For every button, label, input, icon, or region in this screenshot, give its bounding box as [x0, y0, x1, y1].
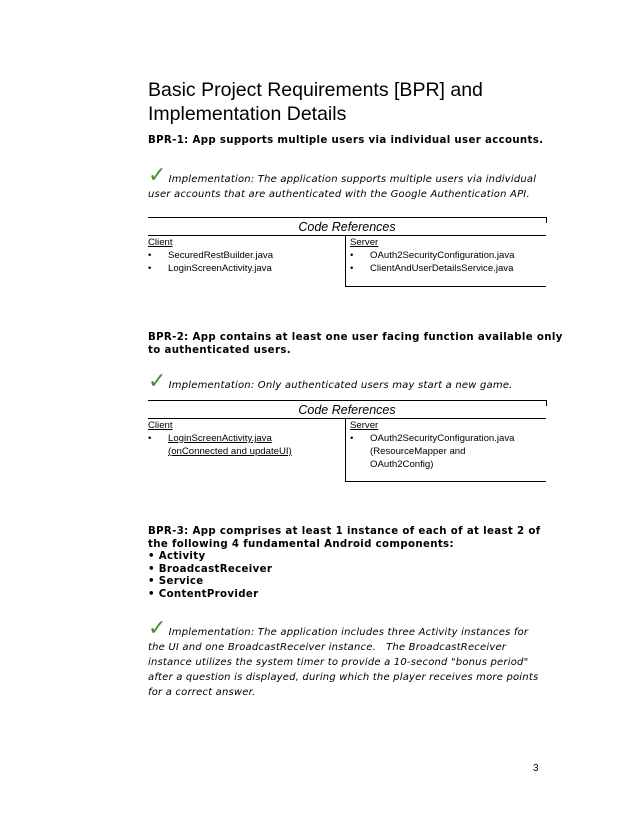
list-item: • LoginScreenActivity.java	[148, 263, 272, 274]
list-item-note: (onConnected and updateUI)	[168, 446, 292, 457]
bpr2-refs-heading: Code References	[298, 403, 396, 417]
component-item: • BroadcastReceiver	[148, 563, 273, 575]
bpr2-implementation	[148, 369, 513, 394]
checkmark-icon: ✓	[148, 369, 167, 394]
bpr3-implementation	[148, 616, 539, 700]
component-item: • Activity	[148, 551, 206, 563]
title-line-2: Implementation Details	[148, 103, 347, 125]
list-item: • LoginScreenActivity.java	[148, 433, 272, 444]
bpr1-impl-line-1: Implementation: The application supports multiple users via individual	[168, 174, 537, 185]
bpr3-requirement-line-1: BPR-3: App comprises at least 1 instance of each of at least 2 of	[148, 526, 541, 537]
bpr2-column-divider	[345, 419, 346, 482]
bpr2-refs-bottom-rule	[345, 481, 546, 482]
title-line-1: Basic Project Requirements [BPR] and	[148, 79, 483, 101]
bpr1-implementation	[148, 163, 537, 202]
list-item-note: OAuth2Config)	[370, 459, 434, 470]
bpr3-impl-line-5: for a correct answer.	[148, 687, 256, 698]
list-item: • OAuth2SecurityConfiguration.java	[350, 433, 515, 444]
bpr1-server-header: Server	[350, 237, 379, 248]
checkmark-icon: ✓	[148, 163, 167, 188]
bpr2-impl-line-1: Implementation: Only authenticated users may start a new game.	[168, 380, 513, 391]
bpr2-requirement-line-1: BPR-2: App contains at least one user facing function available only	[148, 332, 563, 343]
bpr3-impl-line-1: Implementation: The application includes three Activity instances for	[168, 627, 529, 638]
bpr3-impl-line-3: instance utilizes the system timer to provide a 10-second "bonus period"	[148, 657, 529, 668]
bpr1-client-column	[148, 236, 343, 275]
list-item: • OAuth2SecurityConfiguration.java	[350, 250, 515, 261]
component-item: • ContentProvider	[148, 588, 259, 600]
list-item: • ClientAndUserDetailsService.java	[350, 263, 514, 274]
page-number: 3	[533, 763, 539, 774]
bpr1-client-header: Client	[148, 237, 173, 248]
bpr1-requirement: BPR-1: App supports multiple users via individual user accounts.	[148, 135, 544, 146]
bpr1-refs-top-rule	[148, 217, 546, 218]
bpr3-impl-line-4: after a question is displayed, during which the player receives more points	[148, 672, 539, 683]
bpr2-server-header: Server	[350, 420, 379, 431]
bpr1-refs-heading: Code References	[298, 220, 396, 234]
bpr1-impl-line-2: user accounts that are authenticated with the Google Authentication API.	[148, 189, 530, 200]
bpr2-client-header: Client	[148, 420, 173, 431]
bpr2-refs-top-rule	[148, 400, 546, 401]
bpr3-requirement-line-2: the following 4 fundamental Android components:	[148, 538, 454, 550]
bpr3-requirement	[148, 526, 541, 602]
bpr2-requirement	[148, 331, 563, 357]
bpr1-server-column	[350, 236, 546, 275]
bpr3-impl-line-2: the UI and one BroadcastReceiver instance. The BroadcastReceiver	[148, 642, 507, 653]
bpr2-requirement-line-2: to authenticated users.	[148, 345, 291, 356]
list-item: • SecuredRestBuilder.java	[148, 250, 274, 261]
page-title	[148, 78, 548, 126]
bpr2-client-column	[148, 419, 343, 458]
checkmark-icon: ✓	[148, 616, 167, 641]
list-item-note: (ResourceMapper and	[370, 446, 466, 457]
bpr2-server-column	[350, 419, 546, 471]
component-item: • Service	[148, 576, 204, 588]
bpr1-refs-bottom-rule	[345, 286, 546, 287]
bpr1-column-divider	[345, 236, 346, 287]
